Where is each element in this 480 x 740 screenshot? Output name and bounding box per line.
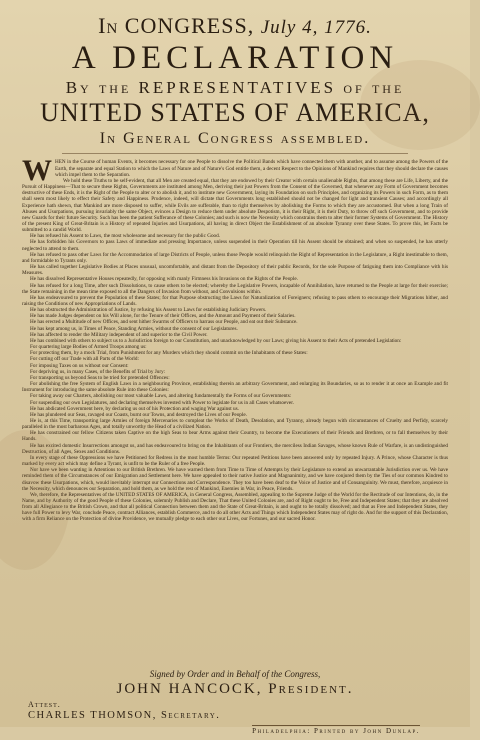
body-paragraph: He has refused his Assent to Laws, the most wholesome and necessary for the public Good. — [30, 233, 221, 240]
body-paragraph: He has called together Legislative Bodies at Places unusual, uncomfortable, and distant from the Depository of their public Records, for the sole Purpose of fatiguing them into Compliance with his Measures. — [22, 264, 448, 277]
body-paragraph: He has refused for a long Time, after such Dissolutions, to cause others to be elected; whereby the Legislative Powers, incapable of Annihilation, have returned to the People at large for their exercise; the State remaining in the mean time exposed to all the Dangers of Invasion from without, and Convulsions within. — [22, 282, 448, 295]
body-paragraph: For depriving us, in many Cases, of the Benefits of Trial by Jury: — [30, 368, 166, 375]
body-paragraph: For protecting them, by a mock Trial, from Punishment for any Murders which they should commit on the Inhabitants of these States: — [30, 350, 308, 357]
body-paragraph: For transporting us beyond Seas to be tried for pretended Offences: — [30, 374, 170, 381]
body-paragraph: For taking away our Charters, abolishing our most valuable Laws, and altering fundamentally the Forms of our Governments: — [30, 393, 292, 400]
body-paragraph: He has kept among us, in Times of Peace, Standing Armies, without the consent of our Legislatures. — [30, 325, 238, 332]
body-paragraph: Nor have we been wanting in Attentions to our British Brethren. We have warned them from Time to Time of Attempts by their Legislature to extend an unwarrantable Jurisdiction over us. We have reminded them of the Circumstances of our Emigration and Settlement here. We have appealed to their native Justice and Magnanimity, and we have conjured them by the Ties of our common Kindred to disavow these Usurpations, which, would inevitably interrupt our Connections and Correspondence. They too have been deaf to the Voice of Justice and of Consanguinity. We must, therefore, acquiesce in the Necessity, which denounces our Separation, and hold them, as we hold the rest of Mankind, Enemies in War, in Peace, Friends. — [22, 467, 448, 492]
body-paragraph: He has excited domestic Insurrections amongst us, and has endeavoured to bring on the Inhabitants of our Frontiers, the merciless Indian Savages, whose known Rule of Warfare, is an undistinguished Destruction, of all Ages, Sexes and Conditions. — [22, 442, 448, 455]
header-country: UNITED STATES OF AMERICA, — [40, 98, 430, 128]
header-assembly: In General Congress assembled. — [99, 129, 371, 147]
header-line1: In CONGRESS, — [98, 13, 255, 38]
body-paragraph: He is, at this Time, transporting large Armies of foreign Mercenaries to compleat the Works of Death, Desolation, and Tyranny, already begun with circumstances of Cruelty and Perfidy, scarcely paralleled in the most barbarous Ages, and totally unworthy the Head of a civilized Nation. — [22, 417, 448, 431]
body-paragraph: He has endeavoured to prevent the Population of these States; for that Purpose obstructing the Laws for Naturalization of Foreigners; refusing to pass others to encourage their Migrations hither, and raising the Conditions of new Appropriations of Lands. — [22, 294, 448, 307]
body-paragraph: We hold these Truths to be self-evident, that all Men are created equal, that they are endowed by their Creator with certain unalienable Rights, that among these are Life, Liberty, and the Pursuit of Happiness—That to secure these Rights, Governments are instituted among Men, deriving their just Powers from the Consent of the Governed, that whenever any Form of Government becomes destructive of these Ends, it is the Right of the People to alter or to abolish it, and to institute new Government, laying its Foundation on such Principles, and organizing its Powers in such Form, as to them shall seem most likely to effect their Safety and Happiness. Prudence, indeed, will dictate that Governments long established should not be changed for light and transient Causes; and accordingly all Experience hath shewn, that Mankind are more disposed to suffer, while Evils are sufferable, than to right themselves by abolishing the Forms to which they are accustomed. But when a long Train of Abuses and Usurpations, pursuing invariably the same Object, evinces a Design to reduce them under absolute Despotism, it is their Right, it is their Duty, to throw off such Government, and to provide new Guards for their future Security. Such has been the patient Sufferance of these Colonies; and such is now the Necessity which constrains them to alter their former Systems of Government. The History of the present King of Great-Britain is a History of repeated Injuries and Usurpations, all having in direct Object the Establishment of an absolute Tyranny over these States. To prove this, let Facts be submitted to a candid World. — [22, 177, 448, 234]
signer-name: JOHN HANCOCK, President. — [116, 681, 354, 698]
header-date: July 4, 1776. — [260, 17, 372, 38]
body-paragraph: He has refused to pass other Laws for the Accommodation of large Districts of People, unless those People would relinquish the Right of Representation in the Legislature, a Right inestimable to them, and formidable to Tyrants only. — [22, 251, 448, 264]
body-paragraph: For suspending our own Legislatures, and declaring themselves invested with Power to legislate for us in all Cases whatsoever. — [30, 399, 294, 406]
body-paragraph: He has erected a Multitude of new Offices, and sent hither Swarms of Officers to harrass our People, and eat out their Substance. — [30, 319, 298, 326]
body-paragraph: He has plundered our Seas, ravaged our Coasts, burnt our Towns, and destroyed the Lives of our People. — [30, 411, 247, 418]
body-paragraph: We, therefore, the Representatives of the UNITED STATES OF AMERICA, in General Congress, Assembled, appealing to the Supreme Judge of the World for the Rectitude of our Intentions, do, in the Name, and by Authority of the good People of these Colonies, solemnly Publish and Declare, That these United Colonies are, and of Right ought to be, Free and Independent States; that they are absolved from all Allegiance to the British Crown, and that all political Connection between them and the State of Great-Britain, is and ought to be totally dissolved; and that as Free and Independent States, they have full Power to levy War, conclude Peace, contract Alliances, establish Commerce, and to do all other Acts and Things which Independent States may of right do. And for the support of this Declaration, with a firm Reliance on the Protection of divine Providence, we mutually pledge to each other our Lives, our Fortunes, and our sacred Honor. — [22, 491, 448, 523]
body-paragraph: He has combined with others to subject us to a Jurisdiction foreign to our Constitution, and unacknowledged by our Laws; giving his Assent to their Acts of pretended Legislation: — [30, 337, 402, 344]
header-congress-line — [22, 14, 448, 39]
body-paragraph: He has forbidden his Governors to pass Laws of immediate and pressing Importance, unless suspended in their Operation till his Assent should be obtained; and when so suspended, he has utterly neglected to attend to them. — [22, 239, 448, 252]
header-by-line: By the REPRESENTATIVES of the — [65, 77, 405, 97]
printer-imprint: Philadelphia: Printed by John Dunlap. — [252, 727, 420, 736]
body-paragraph: He has dissolved Representative Houses repeatedly, for opposing with manly Firmness his Invasions on the Rights of the People. — [30, 276, 298, 283]
header-divider — [62, 153, 408, 154]
body-paragraph: HEN in the Course of human Events, it becomes necessary for one People to dissolve the Political Bands which have connected them with another, and to assume among the Powers of the Earth, the separate and equal Station to which the Laws of Nature and of Nature's God entitle them, a decent Respect to the Opinions of Mankind requires that they should declare the causes which impel them to the Separation. — [55, 159, 448, 178]
body-paragraph: For cutting off our Trade with all Parts of the World: — [30, 356, 139, 363]
body-paragraph: In every stage of these Oppressions we have Petitioned for Redress in the most humble Terms: Our repeated Petitions have been answered only by repeated Injury. A Prince, whose Character is thus marked by every act which may define a Tyrant, is unfit to be the Ruler of a free People. — [22, 454, 448, 468]
body-paragraph: He has obstructed the Administration of Justice, by refusing his Assent to Laws for establishing Judiciary Powers. — [30, 307, 267, 314]
body-paragraph: For imposing Taxes on us without our Consent: — [30, 362, 129, 369]
paragraph-list — [22, 154, 448, 523]
document-title: A DECLARATION — [71, 39, 399, 76]
body-paragraph: He has made Judges dependent on his Will alone, for the Tenure of their Offices, and the Amount and Payment of their Salaries. — [30, 313, 296, 320]
body-paragraph: He has constrained our fellow Citizens taken Captive on the high Seas to bear Arms against their Country, to become the Executioners of their Friends and Brethren, or to fall themselves by their Hands. — [22, 430, 448, 443]
body-paragraph: For abolishing the free System of English Laws in a neighbouring Province, establishing therein an arbitrary Government, and enlarging its Boundaries, so as to render it at once an Example and fit Instrument for introducing the same absolute Rule into these Colonies: — [22, 381, 448, 394]
declaration-body — [22, 154, 448, 667]
attest-name: CHARLES THOMSON, Secretary. — [28, 710, 221, 722]
body-paragraph: He has abdicated Government here, by declaring us out of his Protection and waging War against us. — [30, 405, 239, 412]
dropcap: W — [22, 154, 52, 188]
signed-by-line: Signed by Order and in Behalf of the Congress, — [149, 669, 321, 680]
body-paragraph: For quartering large Bodies of Armed Troops among us: — [30, 344, 147, 351]
attest-block — [22, 700, 448, 740]
body-paragraph: He has affected to render the Military independent of and superior to the Civil Power. — [30, 331, 208, 338]
attest-label: Attest. — [28, 700, 61, 710]
